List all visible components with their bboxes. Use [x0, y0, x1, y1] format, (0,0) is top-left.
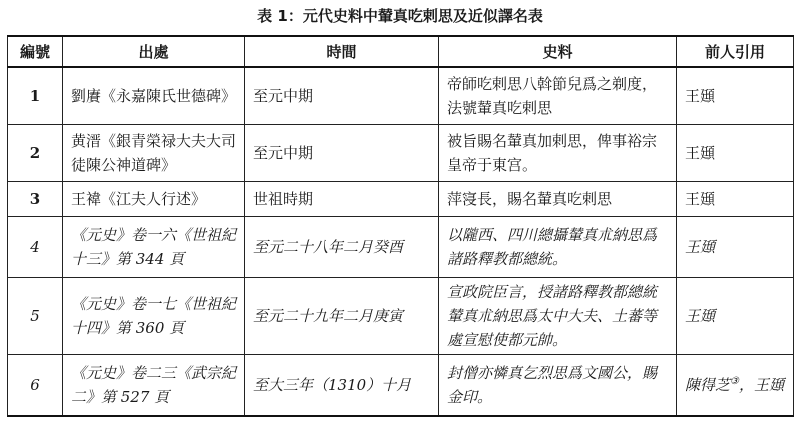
row-source: 《元史》卷一六《世祖紀十三》第 344 頁 — [63, 217, 245, 278]
row-time: 至元中期 — [245, 67, 439, 125]
row-text: 宣政院臣言，授諸路釋教都總統輦真朮納思爲太中大夫、土蕃等處宣慰使都元帥。 — [439, 278, 677, 355]
row-text: 萍寖長，賜名輦真吃剌思 — [439, 182, 677, 217]
row-text: 以隴西、四川總攝輦真朮納思爲諸路釋教都總統。 — [439, 217, 677, 278]
header-reference: 前人引用 — [677, 36, 794, 67]
row-reference: 王頲 — [677, 125, 794, 182]
row-source: 王褘《江夫人行述》 — [63, 182, 245, 217]
row-time: 至元中期 — [245, 125, 439, 182]
row-text: 封僧亦憐真乞烈思爲文國公，賜金印。 — [439, 355, 677, 417]
table-row — [8, 125, 794, 182]
row-reference: 王頲 — [677, 217, 794, 278]
table-title: 表 1：元代史料中輦真吃剌思及近似譯名表 — [257, 7, 543, 25]
header-number: 編號 — [8, 36, 63, 67]
names-table — [7, 35, 794, 417]
row-reference: 王頲 — [677, 182, 794, 217]
table-row — [8, 182, 794, 217]
row-text: 帝師吃剌思八斡節兒爲之剃度，法號輦真吃剌思 — [439, 67, 677, 125]
table-row — [8, 278, 794, 355]
reference-author: 陳得芝 — [685, 376, 731, 394]
row-number: 2 — [8, 125, 63, 182]
row-number: 5 — [8, 278, 63, 355]
row-source: 劉賡《永嘉陳氏世德碑》 — [63, 67, 245, 125]
table-row — [8, 355, 794, 417]
table-row — [8, 217, 794, 278]
row-source: 《元史》卷二三《武宗紀二》第 527 頁 — [63, 355, 245, 417]
row-number: 4 — [8, 217, 63, 278]
header-row — [8, 36, 794, 67]
table-row — [8, 67, 794, 125]
header-source: 出處 — [63, 36, 245, 67]
row-time: 世祖時期 — [245, 182, 439, 217]
footnote-marker: ③ — [730, 376, 739, 387]
row-time: 至大三年（1310）十月 — [245, 355, 439, 417]
reference-author-tail: ，王頲 — [738, 376, 784, 394]
row-text: 被旨賜名輦真加剌思，俾事裕宗皇帝于東宫。 — [439, 125, 677, 182]
row-source: 《元史》卷一七《世祖紀十四》第 360 頁 — [63, 278, 245, 355]
row-number: 3 — [8, 182, 63, 217]
row-number: 6 — [8, 355, 63, 417]
row-time: 至元二十九年二月庚寅 — [245, 278, 439, 355]
row-reference: 王頲 — [677, 278, 794, 355]
row-number: 1 — [8, 67, 63, 125]
header-time: 時間 — [245, 36, 439, 67]
header-text: 史料 — [439, 36, 677, 67]
row-source: 黄溍《銀青榮禄大夫大司徒陳公神道碑》 — [63, 125, 245, 182]
row-reference — [677, 355, 794, 417]
row-time: 至元二十八年二月癸酉 — [245, 217, 439, 278]
row-reference: 王頲 — [677, 67, 794, 125]
